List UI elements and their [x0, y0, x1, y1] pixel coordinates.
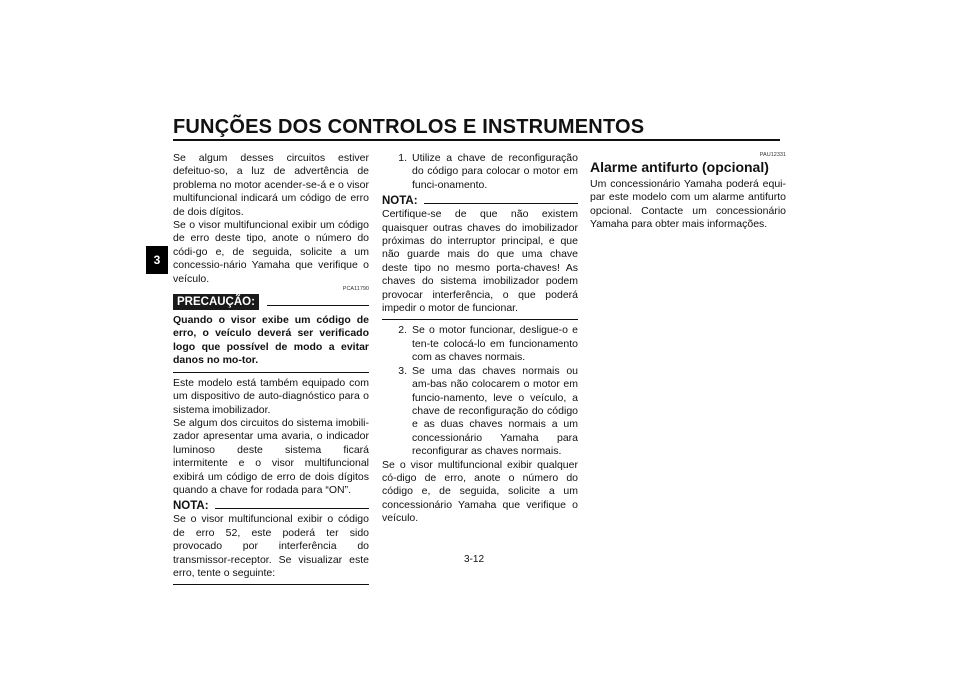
- column-1: [173, 152, 369, 589]
- note-label: NOTA:: [382, 195, 418, 208]
- paragraph: Este modelo está também equipado com um dispositivo de auto-diagnóstico para o sistema imobilizador.: [173, 376, 369, 416]
- section-code: PAU12331: [759, 152, 786, 158]
- title-rule: [173, 139, 780, 141]
- list-text: Se uma das chaves normais ou am-bas não colocarem o motor em funcio-namento, leve o veículo, a chave de reconfiguração do código e as duas chaves normais a um concessionário Yamaha para reconfigurar as chaves normais.: [412, 364, 578, 458]
- caution-text: Quando o visor exibe um código de erro, o veículo deverá ser verificado logo que possível de modo a evitar danos no mo-tor.: [173, 314, 369, 367]
- note-header: [173, 499, 369, 513]
- note-end-rule: [382, 319, 578, 320]
- list-text: Se o motor funcionar, desligue-o e ten-te colocá-lo em funcionamento com as chaves normais.: [412, 324, 578, 364]
- caution-label: PRECAUÇÃO:: [173, 294, 259, 310]
- paragraph: Se o visor multifuncional exibir um código de erro deste tipo, anote o número do códi-go e, de seguida, solicite a um concessio-nário Yamaha que verifique o veículo.: [173, 219, 369, 285]
- chapter-tab: 3: [146, 246, 168, 274]
- list-number: 2.: [398, 324, 407, 337]
- note-rule: [215, 508, 369, 509]
- list-number: 1.: [398, 152, 407, 164]
- list-number: 3.: [398, 364, 407, 377]
- paragraph: Um concessionário Yamaha poderá equi-par este modelo com um alarme antifurto opcional. Contacte um concessionário Yamaha para obter mais informações.: [590, 178, 786, 231]
- paragraph: Se algum dos circuitos do sistema imobili-zador apresentar uma avaria, o indicador luminoso deste sistema ficará intermitente e o visor multifuncional exibirá um código de erro de dois dígitos quando a chave for rodada para “ON”.: [173, 416, 369, 496]
- page-title: FUNÇÕES DOS CONTROLOS E INSTRUMENTOS: [173, 116, 645, 138]
- paragraph: Se algum desses circuitos estiver defeituo-so, a luz de advertência de problema no motor acender-se-á e o visor multifuncional indicará um código de erro de dois dígitos.: [173, 152, 369, 218]
- list-item: [382, 152, 578, 192]
- caution-code: PCA11790: [342, 286, 369, 293]
- section-title: Alarme antifurto (opcional): [590, 159, 769, 175]
- caution-rule: [267, 305, 369, 306]
- paragraph: Se o visor multifuncional exibir qualquer có-digo de erro, anote o número do código e, de seguida, solicite a um concessionário Yamaha que verifique o veículo.: [382, 458, 578, 525]
- page-number: 3-12: [464, 554, 485, 565]
- list-item: [382, 365, 578, 459]
- note-rule: [424, 203, 578, 204]
- note-text: Certifique-se de que não existem quaisquer outras chaves do imobilizador próximas do interruptor principal, e que não guarde mais do que uma chave deste tipo no mesmo porta-chaves! As chaves do sistema imobilizador podem provocar interferência, o que poderá impedir o motor de funcionar.: [382, 208, 578, 315]
- caution-end-rule: [173, 372, 369, 373]
- column-3: [590, 152, 786, 232]
- note-label: NOTA:: [173, 500, 209, 513]
- note-text: Se o visor multifuncional exibir o código de erro 52, este poderá ter sido provocado por interferência do transmissor-receptor. Se visualizar este erro, tente o seguinte:: [173, 513, 369, 579]
- column-2: [382, 152, 578, 526]
- list-item: [382, 324, 578, 364]
- caution-header: [173, 294, 369, 310]
- note-end-rule: [173, 584, 369, 585]
- note-header: [382, 194, 578, 208]
- list-text: Utilize a chave de reconfiguração do código para colocar o motor em funci-onamento.: [412, 152, 578, 191]
